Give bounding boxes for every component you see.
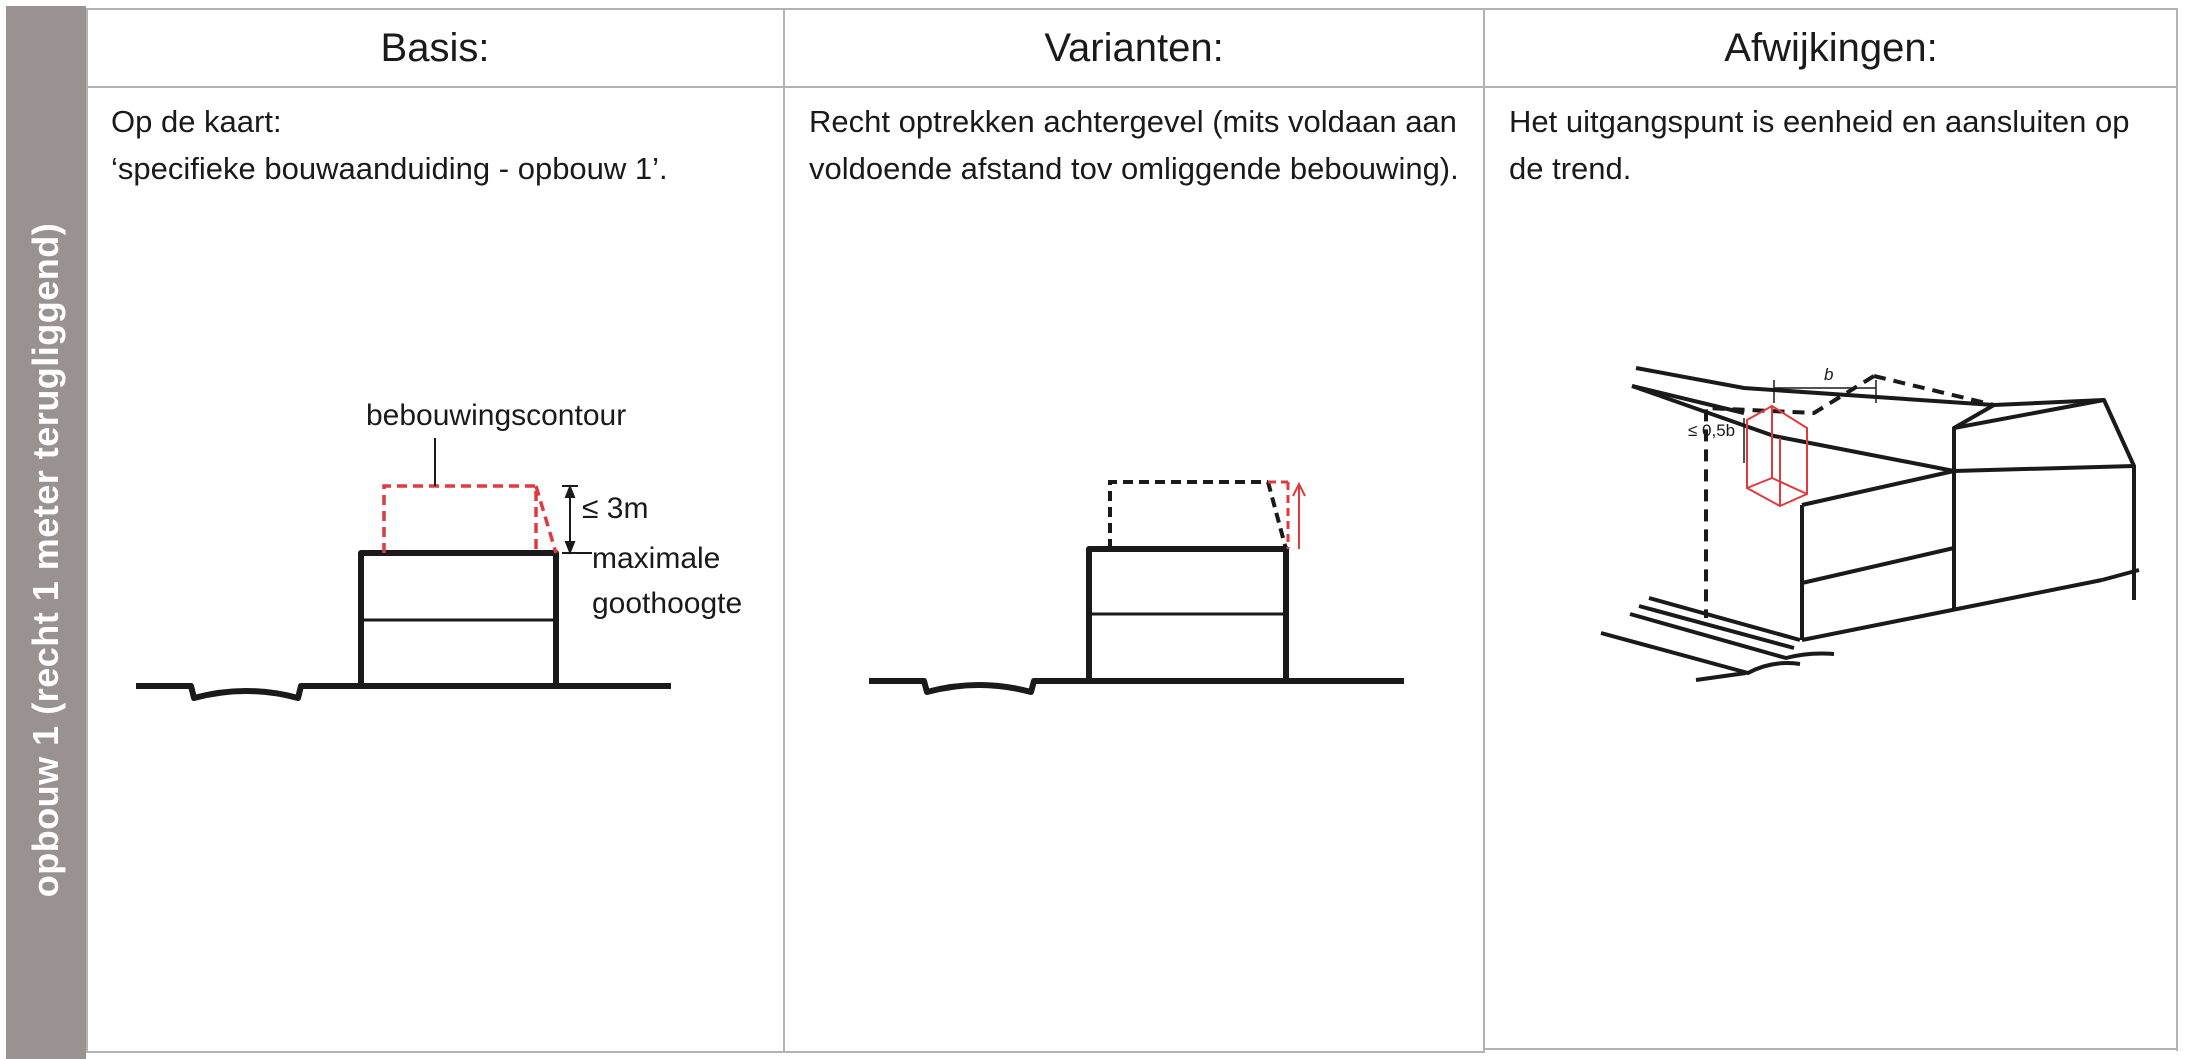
column-title: Basis: xyxy=(380,25,490,70)
column-title: Varianten: xyxy=(1044,25,1224,70)
dormer-front xyxy=(1954,400,2104,471)
column-afwijkingen xyxy=(1484,8,2178,1053)
building-contour xyxy=(384,486,536,553)
column-varianten xyxy=(784,8,1484,1053)
sidebar-label: opbouw 1 (recht 1 meter terugliggend) xyxy=(25,222,66,898)
arrow-head-icon xyxy=(566,542,574,552)
ratio-label: ≤ 0,5b xyxy=(1688,421,1736,440)
street-line xyxy=(1649,598,1800,640)
floor-line xyxy=(1802,548,1954,583)
description-line: ‘specifieke bouwaanduiding - opbouw 1’. xyxy=(111,151,668,186)
ground-line xyxy=(136,686,361,698)
height-limit-label: ≤ 3m xyxy=(582,492,649,525)
dashed-outline xyxy=(1706,376,1874,618)
description-line: Op de kaart: xyxy=(111,104,282,139)
building-front-edge xyxy=(1485,8,1802,640)
building-right-face xyxy=(1994,400,2134,600)
description-line: Het uitgangspunt is eenheid en aansluiten op xyxy=(1509,104,2130,139)
width-label: b xyxy=(1824,365,1834,384)
contour-label: bebouwingscontour xyxy=(366,399,627,432)
building-right-edge xyxy=(1954,466,2134,471)
street-line xyxy=(1639,606,1794,648)
description-line: voldoende afstand tov omliggende bebouwing). xyxy=(809,151,1459,186)
eaves-label: goothoogte xyxy=(592,587,743,620)
street-line xyxy=(1696,673,1746,680)
deviation-isometric-figure xyxy=(1484,8,2178,1053)
building-contour xyxy=(536,486,556,553)
column-basis xyxy=(86,8,784,1053)
dashed-extension xyxy=(1268,482,1286,549)
comparison-table xyxy=(86,8,2178,1053)
dormer-outline xyxy=(1747,406,1807,506)
eaves-label: maximale xyxy=(592,542,721,575)
building-front-face xyxy=(1802,471,1954,608)
dashed-extension xyxy=(1110,482,1268,549)
description-line: Recht optrekken achtergevel (mits voldaan aan xyxy=(809,104,1457,139)
variant-section-figure xyxy=(784,8,1484,1053)
arrow-head-icon xyxy=(566,487,574,497)
description-line: de trend. xyxy=(1509,151,1632,186)
column-title: Afwijkingen: xyxy=(1724,25,1938,70)
ground-line xyxy=(869,681,1089,692)
roof-line xyxy=(1632,386,1744,413)
dormer-edge xyxy=(1772,478,1807,494)
basis-section-figure xyxy=(86,8,784,1053)
